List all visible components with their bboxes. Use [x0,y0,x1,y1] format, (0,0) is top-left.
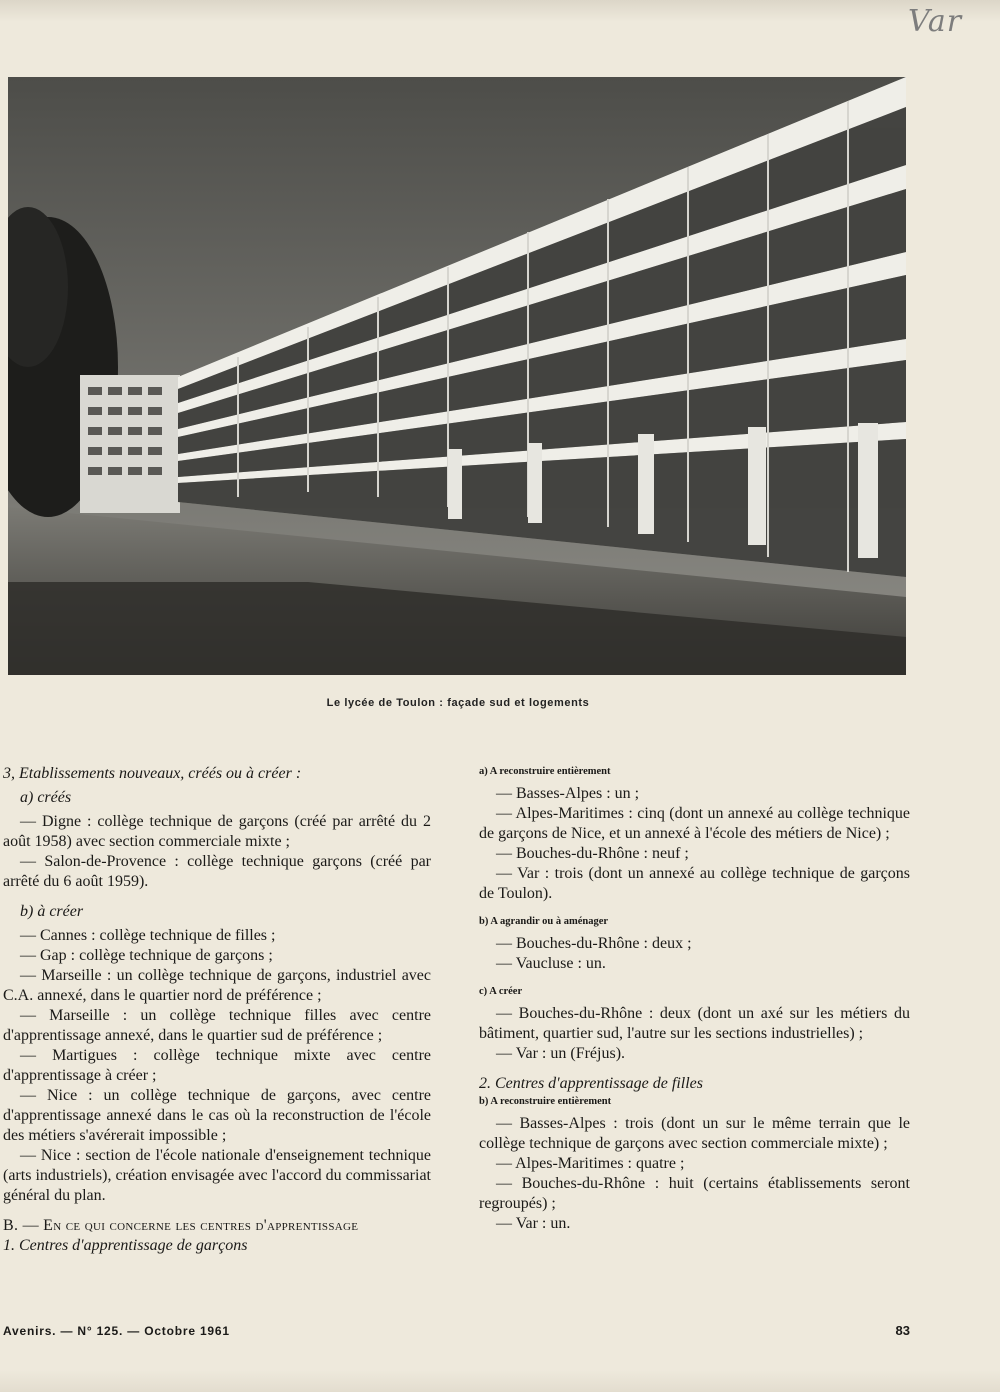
section-b-title: B. — En ce qui concerne les centres d'apprentissage [3,1217,359,1234]
left-column [3,764,431,1256]
lycee-toulon-photo-illustration [8,77,906,675]
list-item: — Var : un (Fréjus). [496,1045,626,1062]
list-item: — Bouches-du-Rhône : huit (certains établissements seront regroupés) ; [479,1175,910,1212]
subhead-b-agrandir: b) A agrandir ou à aménager [479,916,609,927]
subhead-b2-reconstruire: b) A reconstruire entièrement [479,1096,612,1107]
page-bottom-edge [0,1370,1000,1392]
publication-footer: Avenirs. — N° 125. — Octobre 1961 [3,1324,230,1338]
list-item: — Var : un. [496,1215,571,1232]
handwritten-note: Var [908,4,963,39]
list-item: — Vaucluse : un. [496,955,606,972]
section-3-title: 3, Etablissements nouveaux, créés ou à créer : [3,765,302,782]
building-photo [8,77,906,675]
subsection-b-to-create: b) à créer [20,903,84,920]
list-item: — Cannes : collège technique de filles ; [20,927,276,944]
list-item: — Nice : un collège technique de garçons, avec centre d'apprentissage annexé dans le cas où la reconstruction de l'école des métiers s'avérerait impossible ; [3,1087,431,1144]
photo-caption: Le lycée de Toulon : façade sud et logements [326,697,590,709]
list-item: — Alpes-Maritimes : quatre ; [496,1155,685,1172]
list-item: — Digne : collège technique de garçons (créé par arrêté du 2 août 1958) avec section commerciale mixte ; [3,813,431,850]
list-item: — Marseille : un collège technique filles avec centre d'apprentissage annexé, dans le quartier sud de préférence ; [3,1007,431,1044]
subhead-a-reconstruire: a) A reconstruire entièrement [479,766,611,777]
section-2-title: 2. Centres d'apprentissage de filles [479,1075,703,1092]
list-item: — Martigues : collège technique mixte avec centre d'apprentissage à créer ; [3,1047,431,1084]
list-item: — Bouches-du-Rhône : deux ; [496,935,692,952]
list-item: — Basses-Alpes : trois (dont un sur le même terrain que le collège technique de garçons avec section commerciale mixte) ; [479,1115,910,1152]
list-item: — Salon-de-Provence : collège technique garçons (créé par arrêté du 6 août 1959). [3,853,431,890]
page-number: 83 [895,1323,910,1338]
subsection-a-created: a) créés [20,789,72,806]
right-column [479,764,910,1234]
list-item: — Marseille : un collège technique de garçons, industriel avec C.A. annexé, dans le quartier nord de préférence ; [3,967,431,1004]
section-1-title: 1. Centres d'apprentissage de garçons [3,1237,248,1254]
page-top-edge [0,0,1000,22]
list-item: — Gap : collège technique de garçons ; [20,947,273,964]
list-item: — Bouches-du-Rhône : neuf ; [496,845,689,862]
list-item: — Bouches-du-Rhône : deux (dont un axé sur les métiers du bâtiment, quartier sud, l'autre sur les sections industrielles) ; [479,1005,910,1042]
subhead-c-creer: c) A créer [479,986,523,997]
list-item: — Var : trois (dont un annexé au collège technique de garçons de Toulon). [479,865,910,902]
list-item: — Nice : section de l'école nationale d'enseignement technique (arts industriels), création envisagée avec l'accord du commissariat général du plan. [3,1147,431,1204]
list-item: — Alpes-Maritimes : cinq (dont un annexé au collège technique de garçons de Nice, et un annexé à l'école des métiers de Nice) ; [479,805,910,842]
list-item: — Basses-Alpes : un ; [496,785,640,802]
